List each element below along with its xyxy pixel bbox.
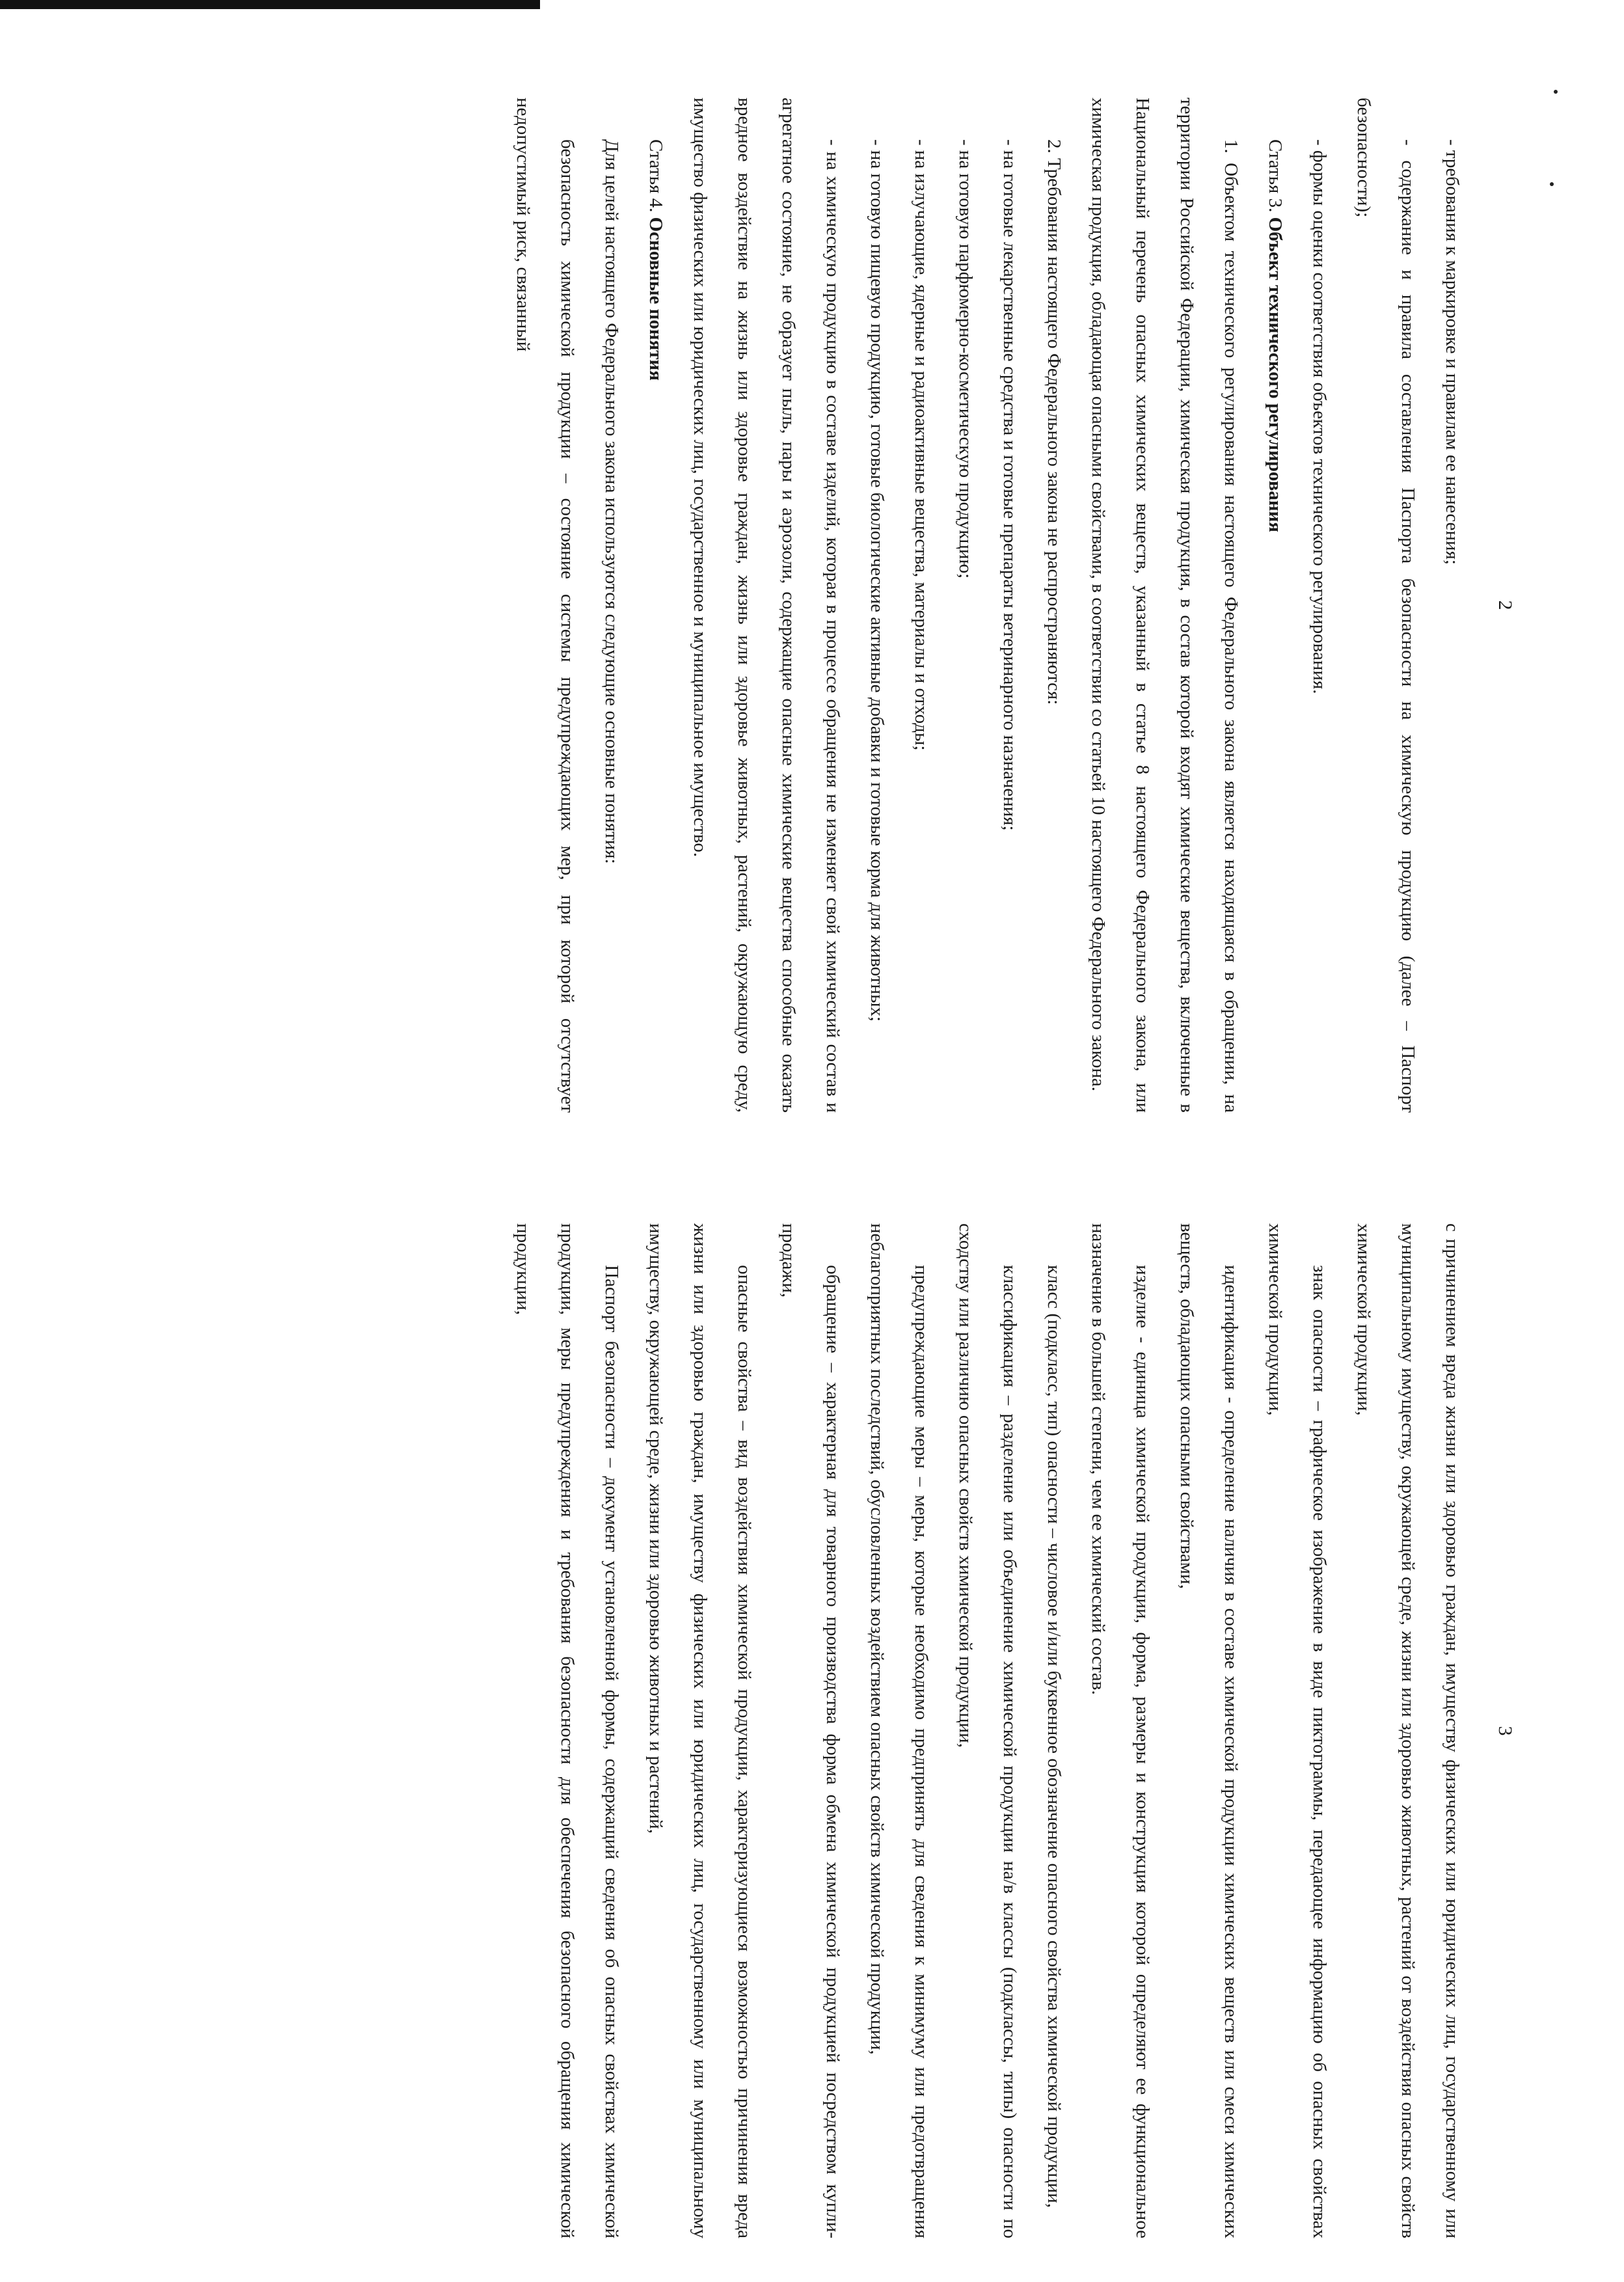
paragraph: - формы оценки соответствия объектов технического регулирования.	[1309, 139, 1330, 694]
paragraph: - на готовые лекарственные средства и готовые препараты ветеринарного назначения;	[999, 139, 1020, 831]
paragraph: обращение – характерная для товарного производства форма обмена химической продукцией посредством купли-продажи,	[778, 1223, 843, 2238]
article-prefix: Статья 3.	[1265, 139, 1286, 217]
article-title: Объект технического регулирования	[1265, 217, 1286, 532]
article-title: Основные понятия	[645, 217, 666, 381]
paragraph: - содержание и правила составления Паспорта безопасности на химическую продукцию (далее – Паспорт безопасности);	[1353, 98, 1418, 1113]
paragraph: с причинением вреда жизни или здоровью граждан, имуществу физических или юридических лиц, государственному или муниципальному имуществу, окружающей среде, жизни или здоровью животных, растений от воздействия опасных свойств химической продукции,	[1353, 1223, 1463, 2238]
paragraph: 1. Объектом технического регулирования настоящего Федерального закона является находящаяся в обращении, на территории Российской Федерации, химическая продукция, в состав которой входят химические вещества, включенные в Национальный перечень опасных химических веществ, указанный в статье 8 настоящего Федерального закона, или химическая продукция, обладающая опасными свойствами, в соответствии со статьей 10 настоящего Федерального закона.	[1088, 98, 1241, 1113]
scan-edge-mark	[0, 0, 540, 9]
page-3	[169, 1223, 1516, 2238]
paragraph: - на химическую продукцию в составе изделий, которая в процессе обращения не изменяет свой химический состав и агрегатное состояние, не образует пыль, пары и аэрозоли, содержащие опасные химические вещества способные оказать вредное воздействие на жизнь или здоровье граждан, жизнь или здоровье животных, растений, окружающую среду, имущество физических или юридических лиц, государственное и муниципальное имущество.	[690, 98, 843, 1113]
paragraph: идентификация - определение наличия в составе химической продукции химических веществ или смеси химических веществ, обладающих опасными свойствами,	[1176, 1223, 1241, 2238]
paragraph: - на излучающие, ядерные и радиоактивные вещества, материалы и отходы;	[911, 139, 932, 751]
paragraph: безопасность химической продукции – состояние системы предупреждающих мер, при которой отсутствует недопустимый риск, связанный	[513, 98, 578, 1113]
page-2	[169, 98, 1516, 1113]
paragraph: классификация – разделение или объединение химической продукции на/в классы (подклассы, типы) опасности по сходству или различию опасных свойств химической продукции,	[955, 1223, 1020, 2238]
scan-speck	[1554, 90, 1558, 94]
article-prefix: Статья 4.	[645, 139, 666, 217]
paragraph: изделие - единица химической продукции, форма, размеры и конструкция которой определяют ее функциональное назначение в большей степени, чем ее химический состав.	[1088, 1223, 1153, 2238]
article-heading	[634, 98, 678, 1113]
page-number: 2	[1495, 600, 1516, 610]
scan-speck	[1550, 182, 1554, 186]
paragraph: класс (подкласс, тип) опасности – числовое и/или буквенное обозначение опасного свойства химической продукции,	[1044, 1265, 1064, 2208]
paragraph: знак опасности – графическое изображение в виде пиктограммы, передающее информацию об опасных свойствах химической продукции,	[1265, 1223, 1330, 2238]
paragraph: предупреждающие меры – меры, которые необходимо предпринять для сведения к минимуму или предотвращения неблагоприятных последствий, обусловленных воздействием опасных свойств химической продукции,	[867, 1223, 932, 2238]
page-3-body	[501, 1223, 1474, 2238]
page-2-body	[501, 98, 1474, 1113]
paragraph: Для целей настоящего Федерального закона используются следующие основные понятия:	[601, 139, 622, 864]
paragraph: - на готовую пищевую продукцию, готовые биологические активные добавки и готовые корма для животных;	[867, 139, 887, 1022]
paragraph: 2. Требования настоящего Федерального закона не распространяются:	[1044, 139, 1064, 705]
page-number: 3	[1495, 1726, 1516, 1736]
paragraph: - требования к маркировке и правилам ее нанесения;	[1442, 139, 1463, 565]
paragraph: Паспорт безопасности – документ установленной формы, содержащий сведения об опасных свойствах химической продукции, меры предупреждения и требования безопасности для обеспечения безопасного обращения химической продукции,	[513, 1223, 622, 2238]
paragraph: опасные свойства – вид воздействия химической продукции, характеризующиеся возможностью причинения вреда жизни или здоровью граждан, имуществу физических или юридических лиц, государственному или муниципальному имуществу, окружающей среде, жизни или здоровью животных и растений,	[645, 1223, 755, 2238]
article-heading	[1253, 98, 1297, 1113]
paragraph: - на готовую парфюмерно-косметическую продукцию;	[955, 139, 976, 579]
